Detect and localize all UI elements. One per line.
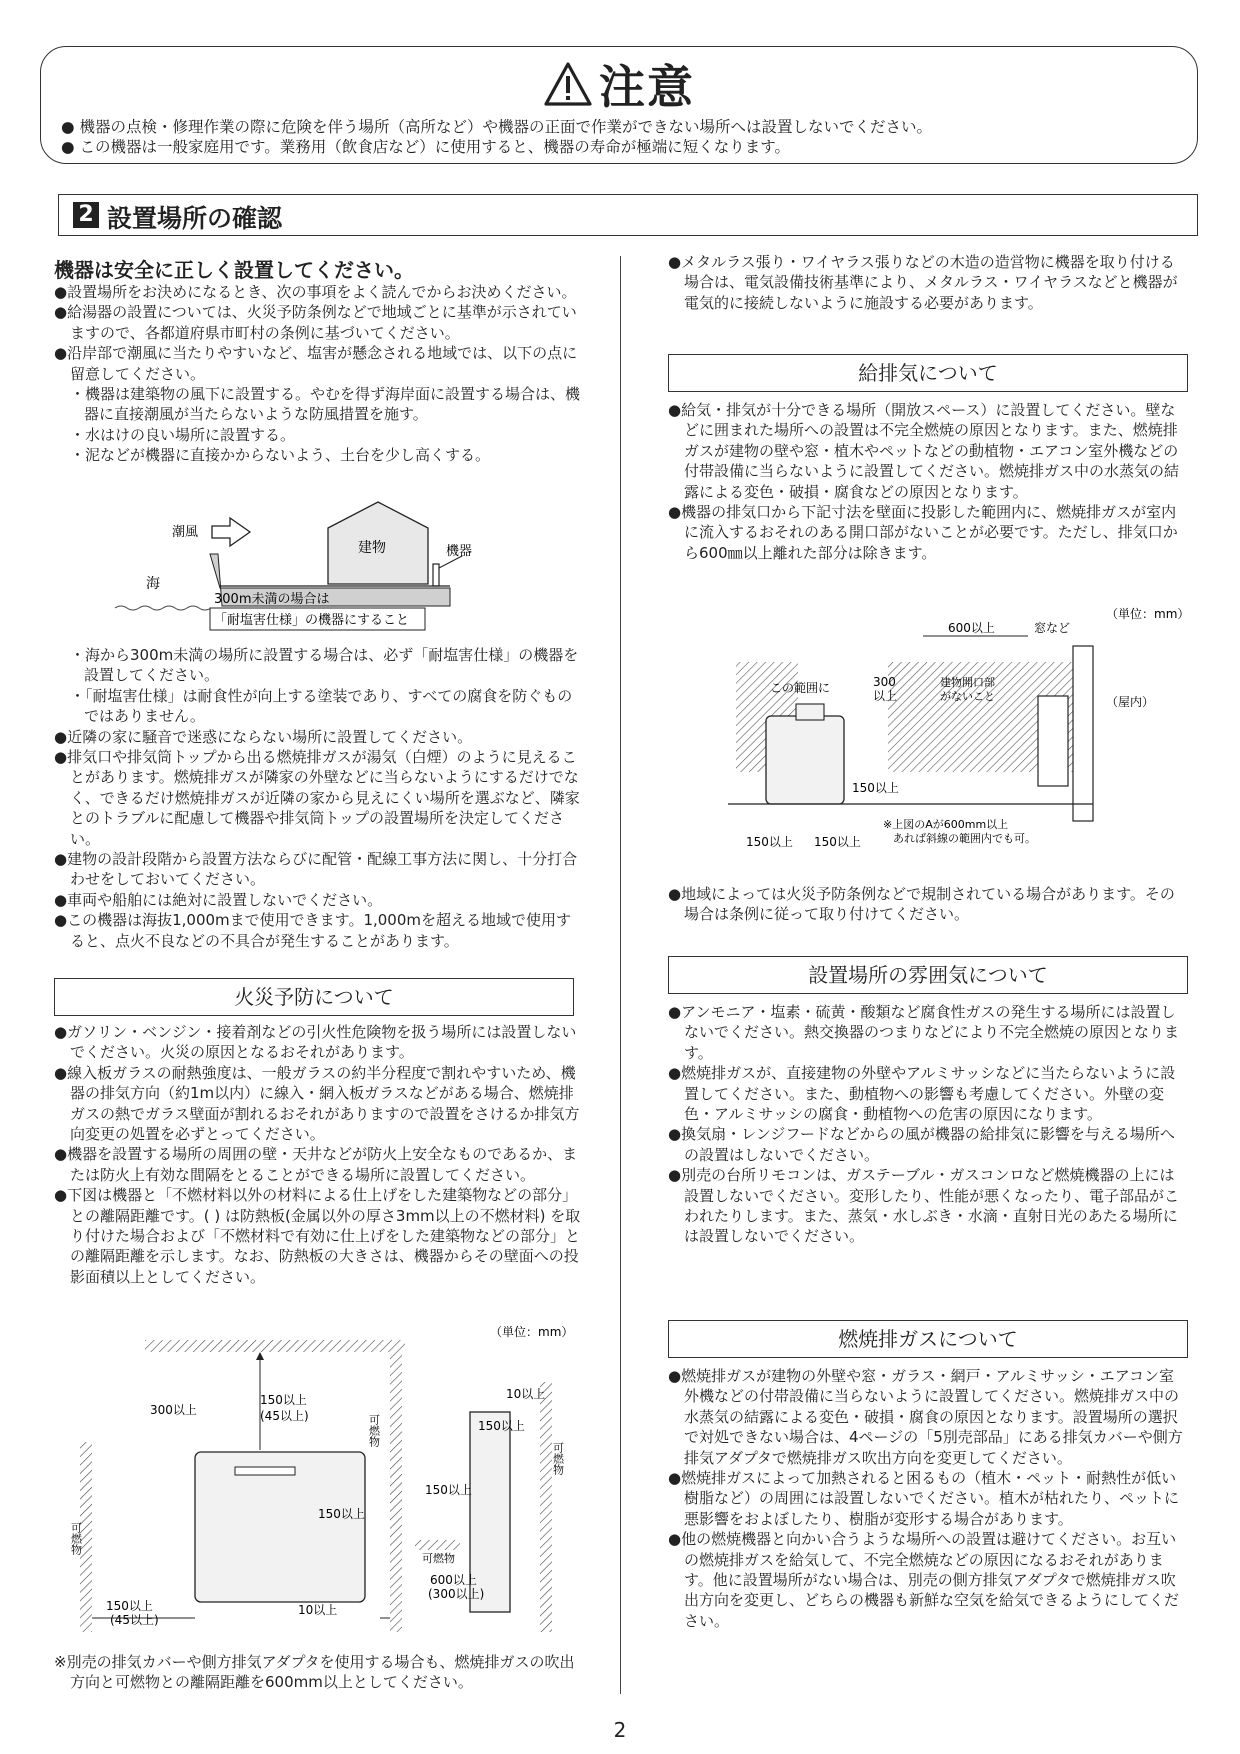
- list-item: ●この機器は海抜1,000mまで使用できます。1,000mを超える地域で使用すると、点火不良などの不具合が発生することがあります。: [54, 911, 571, 950]
- unit-label: （単位：mm）: [1106, 607, 1190, 621]
- list-item: ●換気扇・レンジフードなどからの風が機器の給排気に影響を与える場所への設置はしないでください。: [668, 1125, 1175, 1164]
- dim-top-side-alt: (45以上): [260, 1409, 309, 1423]
- note-line-1: ※上図のAが600mm以上: [883, 818, 1009, 831]
- exhaust-opening-diagram: [728, 606, 1188, 861]
- sea-label: 海: [146, 576, 160, 592]
- building-label: 建物: [358, 540, 386, 556]
- dim-300a: 300: [873, 675, 896, 689]
- caution-heading: [41, 51, 1197, 117]
- list-item: ●燃焼排ガスが、直接建物の外壁やアルミサッシなどに当たらないように設置してください。また、動植物への影響も考慮してください。外壁の変色・アルミサッシの腐食・動植物への危害の原因になります。: [668, 1064, 1176, 1124]
- list-item: ●他の燃焼機器と向かい合うような場所への設置は避けてください。お互いの燃焼排ガスを給気して、不完全燃焼などの原因になるおそれがあります。他に設置場所がない場合は、別売の側方排気アダプタで燃焼排ガス吹出方向を変更し、どちらの機器も新鮮な空気を給気できるようにしてください。: [668, 1530, 1180, 1630]
- dim-top: 300以上: [150, 1403, 197, 1417]
- list-item: ●近隣の家に騒音で迷惑にならない場所に設置してください。: [54, 727, 473, 746]
- device-shape: [433, 564, 439, 586]
- caution-item: ● 機器の点検・修理作業の際に危険を伴う場所（高所など）や機器の正面で作業ができない場所へは設置しないでください。: [61, 118, 932, 136]
- device-label: 機器: [446, 544, 473, 559]
- note-text: ※別売の排気カバーや側方排気アダプタを使用する場合も、燃焼排ガスの吹出方向と可燃物との離隔距離を600mm以上としてください。: [54, 1653, 575, 1692]
- spec-label: 「耐塩害仕様」の機器にすること: [214, 613, 410, 628]
- list-item: ●排気口や排気筒トップから出る燃焼排ガスが湯気（白煙）のように見えることがあります。燃焼排ガスが隣家の外壁などに当らないようにするだけでなく、できるだけ燃焼排ガスが近隣の家から見えにくい場所を選ぶなど、隣家とのトラブルに配慮して機器や排気筒トップの設置場所を決定してください。: [54, 748, 580, 848]
- wind-label: 潮風: [172, 525, 199, 540]
- list-block-2: [54, 645, 584, 951]
- dim-600: 600以上: [948, 621, 995, 635]
- opening-label-2: がないこと: [940, 690, 995, 703]
- list-item: ●沿岸部で潮風に当たりやすいなど、塩害が懸念される地域では、以下の点に留意してください。: [54, 344, 578, 383]
- dim-top-side: 150以上: [260, 1393, 307, 1407]
- dim-side-600: 600以上: [430, 1573, 477, 1587]
- list-item: ・機器は建築物の風下に設置する。やむを得ず海岸面に設置する場合は、機器に直接潮風が当たらないような防風措置を施す。: [70, 385, 581, 424]
- section-number: 2: [73, 202, 99, 228]
- caution-box: [40, 46, 1198, 164]
- dim-side-top: 10以上: [506, 1387, 546, 1401]
- page-number: 2: [613, 1718, 627, 1742]
- footnote: [54, 1652, 584, 1693]
- list-item: ・水はけの良い場所に設置する。: [70, 425, 296, 444]
- area-label: この範囲に: [770, 681, 831, 695]
- list-item: ●給湯器の設置については、火災予防条例などで地域ごとに基準が示されていますので、各都道府県市町村の条例に基づいてください。: [54, 303, 577, 342]
- lead-heading: 機器は安全に正しく設置してください。: [54, 258, 414, 282]
- window-shape: [1073, 646, 1093, 821]
- list-item: ●線入板ガラスの耐熱強度は、一般ガラスの約半分程度で割れやすいため、機器の排気方向（約1m以内）に線入・網入板ガラスなどがある場合、燃焼排ガスの熱でガラス壁面が割れるおそれがありますので設置をさけるか排気方向変更の処置を必ずとってください。: [54, 1063, 580, 1144]
- range-label: 300m未満の場合は: [214, 592, 330, 607]
- dim-side-front: 150以上: [425, 1483, 472, 1497]
- list-item: ●別売の台所リモコンは、ガステーブル・ガスコンロなど燃焼機器の上には設置しないでください。変形したり、性能が悪くなったり、電子部品がこわれたりします。また、蒸気・水しぶき・水滴・直射日光のあたる場所には設置しないでください。: [668, 1166, 1180, 1246]
- dim-bottom-150a: 150以上: [746, 835, 793, 849]
- dim-bottom-right: 10以上: [298, 1603, 338, 1617]
- atmosphere-list: [668, 1002, 1188, 1247]
- list-item: ●燃焼排ガスによって加熱されると困るもの（植木・ペット・耐熱性が低い樹脂など）の周囲には設置しないでください。植木が枯れたり、ペットに悪影響をおよぼしたり、樹脂が変形する場合があります。: [668, 1469, 1180, 1528]
- column-divider: [620, 256, 621, 1694]
- exhaust-list: [668, 1366, 1188, 1631]
- warning-triangle-icon: [543, 61, 593, 107]
- side-wall-hatch: [540, 1382, 552, 1632]
- ventilation-list: [668, 400, 1188, 563]
- sea-waves: [115, 606, 211, 610]
- unit-label: （単位：mm）: [490, 1325, 574, 1339]
- indoor-label: （屋内）: [1106, 695, 1155, 709]
- exhaust-heading: 燃焼排ガスについて: [668, 1320, 1188, 1358]
- caution-item: ● この機器は一般家庭用です。業務用（飲食店など）に使用すると、機器の寿命が極端に短くなります。: [61, 138, 790, 156]
- clearance-diagram: [70, 1322, 590, 1647]
- ceiling-hatch: [145, 1340, 405, 1352]
- right-wall-hatch: [390, 1352, 402, 1632]
- list-item: ・泥などが機器に直接かからないよう、土台を少し高くする。: [70, 446, 491, 465]
- opening-label-1: 建物開口部: [940, 676, 995, 689]
- note-line-2: あれば斜線の範囲内でも可。: [893, 832, 1036, 845]
- list-item: ●メタルラス張り・ワイヤラス張りなどの木造の造営物に機器を取り付ける場合は、電気設備技術基準により、メタルラス・ワイヤラスなどと機器が電気的に接続しないように施設する必要があります。: [668, 253, 1178, 312]
- list-item: ●下図は機器と「不燃材料以外の材料による仕上げをした建築物などの部分」との離隔距離です。( ) は防熱板(金属以外の厚さ3mm以上の不燃材料) を取り付けた場合および「不燃材料で有効に仕上げをした建築物などの部分」との離隔距離を示します。なお、防熱板の大きさは、機器からその壁面への投影面積以上としてください。: [54, 1186, 581, 1286]
- dim-150: 150以上: [852, 781, 899, 795]
- list-item: ●機器を設置する場所の周囲の壁・天井などが防火上安全なものであるか、または防火上有効な間隔をとることができる場所に設置してください。: [54, 1145, 578, 1184]
- list-item: ・「耐塩害仕様」は耐食性が向上する塗装であり、すべての腐食を防ぐものではありません。: [70, 686, 573, 726]
- section-header: [58, 194, 1198, 236]
- list-item: ●地域によっては火災予防条例などで規制されている場合があります。その場合は条例に従って取り付けてください。: [668, 885, 1175, 924]
- combustible-side: 可燃物: [422, 1552, 455, 1565]
- atmosphere-heading: 設置場所の雰囲気について: [668, 956, 1188, 994]
- dim-side-300: (300以上): [428, 1587, 485, 1601]
- list-item: ・海から300m未満の場所に設置する場合は、必ず「耐塩害仕様」の機器を設置してください。: [70, 646, 579, 685]
- wind-arrow-icon: [212, 518, 250, 546]
- dim-right: 150以上: [318, 1507, 365, 1521]
- list-item: ●給気・排気が十分できる場所（開放スペース）に設置してください。壁などに囲まれた場所への設置は不完全燃焼の原因となります。また、燃焼排ガスが建物の壁や窓・植木やペットなどの動植物・エアコン室外機などの付帯設備に当らないように設置してください。燃焼排ガス中の水蒸気の結露による変色・破損・腐食などの原因となります。: [668, 401, 1180, 501]
- list-item: ●車両や船舶には絶対に設置しないでください。: [54, 890, 383, 909]
- ventilation-heading: 給排気について: [668, 354, 1188, 392]
- list-item: ●機器の排気口から下記寸法を壁面に投影した範囲内に、燃焼排ガスが室内に流入するおそれのある開口部がないことが必要です。ただし、排気口から600㎜以上離れた部分は除きます。: [668, 503, 1178, 562]
- caution-title: 注意: [599, 60, 695, 114]
- fire-prevention-heading: 火災予防について: [54, 978, 574, 1016]
- list-block-0: [668, 252, 1188, 313]
- window-label: 窓など: [1034, 621, 1071, 635]
- dim-bottom-150b: 150以上: [814, 835, 861, 849]
- section-title: 設置場所の確認: [107, 204, 283, 233]
- combustible-right: 可燃物: [367, 1414, 381, 1447]
- combustible-left: 可燃物: [69, 1522, 83, 1555]
- dim-bottom: 150以上: [106, 1599, 153, 1613]
- floor-hatch: [415, 1540, 460, 1550]
- list-item: ●ガソリン・ベンジン・接着剤などの引火性危険物を扱う場所には設置しないでください。火災の原因となるおそれがあります。: [54, 1023, 577, 1062]
- list-item: ●アンモニア・塩素・硫黄・酸類など腐食性ガスの発生する場所には設置しないでください。熱交換器のつまりなどにより不完全燃焼の原因となります。: [668, 1003, 1180, 1062]
- list-item: ●設置場所をお決めになるとき、次の事項をよく読んでからお決めください。: [54, 283, 577, 301]
- list-item: ●建物の設計段階から設置方法ならびに配管・配線工事方法に関し、十分打合わせをしておいてください。: [54, 850, 578, 889]
- list-block-1: [54, 282, 584, 466]
- dim-bottom-alt: (45以上): [110, 1613, 159, 1627]
- list-item: ●燃焼排ガスが建物の外壁や窓・ガラス・網戸・アルミサッシ・エアコン室外機などの付帯設備に当らないように設置してください。燃焼排ガス中の水蒸気の結露による変色・破損・腐食の原因となります。設置場所の選択で対処できない場合は、4ページの「5別売部品」にある排気カバーや側方排気アダプタで燃焼排ガス吹出方向を変更してください。: [668, 1367, 1183, 1467]
- combustible-side-wall: 可燃物: [551, 1442, 565, 1475]
- heater-shape: [766, 716, 844, 804]
- dim-300b: 以上: [873, 689, 898, 703]
- dim-side-150: 150以上: [478, 1419, 525, 1433]
- list-block-3: [54, 1022, 584, 1287]
- ventilation-list-2: [668, 884, 1188, 925]
- coastal-diagram: [110, 496, 473, 646]
